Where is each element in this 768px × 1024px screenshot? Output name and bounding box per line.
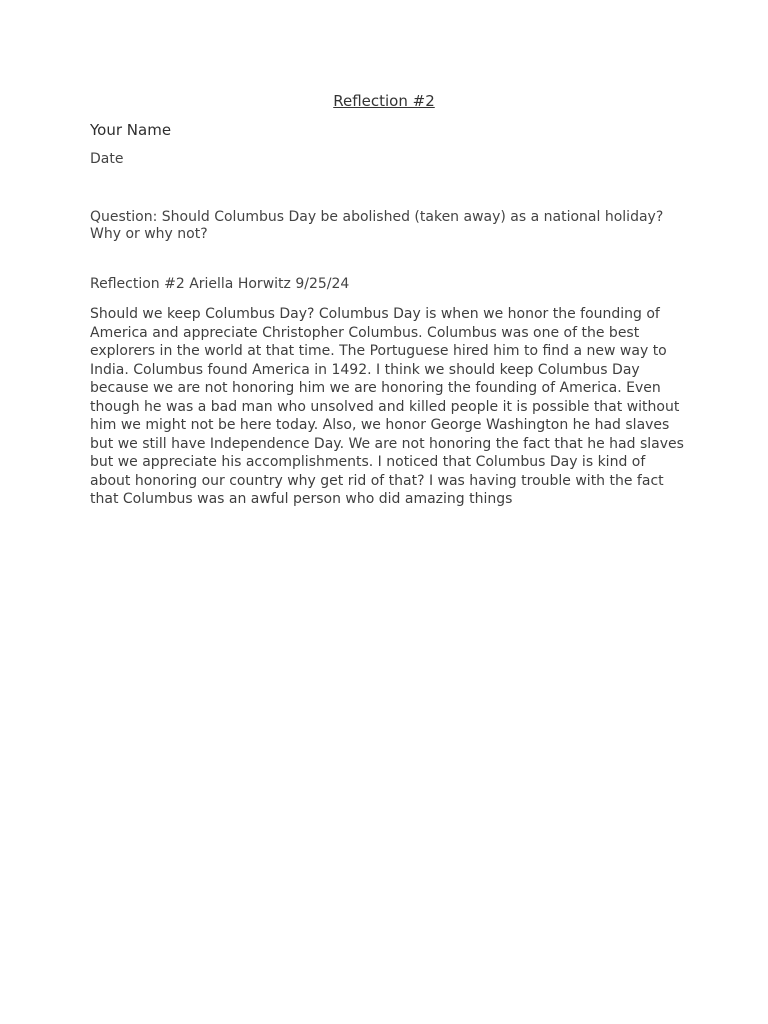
document-title: Reflection #2 xyxy=(333,92,435,110)
question-text: Question: Should Columbus Day be abolished (taken away) as a national holiday? Why or why not? xyxy=(90,209,664,242)
date-label: Date xyxy=(90,151,124,167)
reflection-body: Should we keep Columbus Day? Columbus Day is when we honor the founding of America and appreciate Christopher Columbus. Columbus was one of the best explorers in the world at that time. The Portuguese hired him to find a new way to India. Columbus found America in 1492. I think we should keep Columbus Day because we are not honoring him we are honoring the founding of America. Even though he was a bad man who unsolved and killed people it is possible that without him we might not be here today. Also, we honor George Washington he had slaves but we still have Independence Day. We are not honoring the fact that he had slaves but we appreciate his accomplishments. I noticed that Columbus Day is kind of about honoring our country why get rid of that? I was having trouble with the fact that Columbus was an awful person who did amazing things xyxy=(90,306,684,507)
reflection-heading: Reflection #2 Ariella Horwitz 9/25/24 xyxy=(90,276,350,292)
name-label: Your Name xyxy=(90,121,172,139)
